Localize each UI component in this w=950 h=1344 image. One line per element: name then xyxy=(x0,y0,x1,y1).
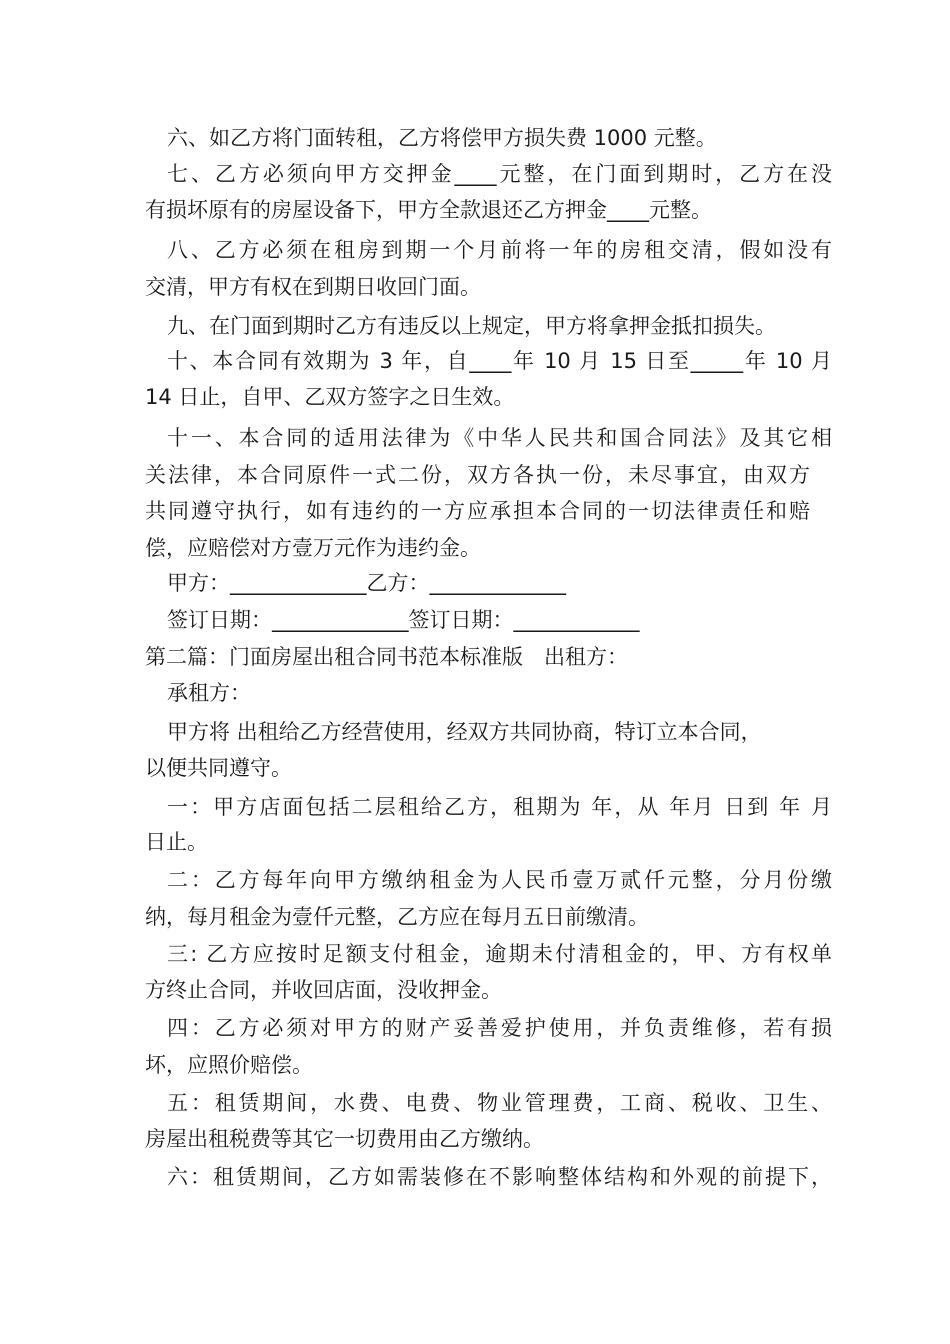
paragraph-line: 十、本合同有效期为 3 年，自____年 10 月 15 日至_____年 10 月 xyxy=(167,349,832,373)
section-heading: 第二篇：门面房屋出租合同书范本标准版 出租方： xyxy=(145,645,628,669)
paragraph-line: 甲方将 出租给乙方经营使用，经双方共同协商，特订立本合同， xyxy=(167,720,762,744)
paragraph-line: 承租方： xyxy=(167,681,251,705)
paragraph-line: 有损坏原有的房屋设备下，甲方全款退还乙方押金____元整。 xyxy=(145,198,712,222)
paragraph-line: 14 日止，自甲、乙双方签字之日生效。 xyxy=(145,385,515,409)
paragraph-line: 七、乙方必须向甲方交押金____元整，在门面到期时，乙方在没 xyxy=(167,162,832,186)
paragraph-line: 五：租赁期间，水费、电费、物业管理费，工商、税收、卫生、 xyxy=(167,1091,832,1115)
paragraph-line: 坏，应照价赔偿。 xyxy=(145,1053,313,1077)
paragraph-line: 二：乙方每年向甲方缴纳租金为人民币壹万贰仟元整，分月份缴 xyxy=(167,868,832,892)
paragraph-line: 四：乙方必须对甲方的财产妥善爱护使用，并负责维修，若有损 xyxy=(167,1016,832,1040)
paragraph-line: 以便共同遵守。 xyxy=(145,756,292,780)
signature-line-dates: 签订日期：_____________签订日期：____________ xyxy=(167,608,640,632)
paragraph-line: 共同遵守执行，如有违约的一方应承担本合同的一切法律责任和赔 xyxy=(145,499,810,523)
paragraph-line: 房屋出租税费等其它一切费用由乙方缴纳。 xyxy=(145,1127,544,1151)
paragraph-line: 八、乙方必须在租房到期一个月前将一年的房租交清，假如没有 xyxy=(167,238,832,262)
paragraph-line: 六、如乙方将门面转租，乙方将偿甲方损失费 1000 元整。 xyxy=(167,126,717,150)
paragraph-line: 日止。 xyxy=(145,830,208,854)
paragraph-line: 三: 乙方应按时足额支付租金，逾期未付清租金的，甲、方有权单 xyxy=(167,942,832,966)
paragraph-line: 偿，应赔偿对方壹万元作为违约金。 xyxy=(145,536,481,560)
paragraph-line: 交清，甲方有权在到期日收回门面。 xyxy=(145,275,481,299)
signature-line-parties: 甲方：_____________乙方：_____________ xyxy=(167,571,566,595)
paragraph-line: 九、在门面到期时乙方有违反以上规定，甲方将拿押金抵扣损失。 xyxy=(167,314,776,338)
paragraph-line: 方终止合同，并收回店面，没收押金。 xyxy=(145,978,502,1002)
paragraph-line: 十一、本合同的适用法律为《中华人民共和国合同法》及其它相 xyxy=(167,426,832,450)
paragraph-line: 一：甲方店面包括二层租给乙方，租期为 年，从 年月 日到 年 月 xyxy=(167,795,832,819)
paragraph-line: 六：租赁期间，乙方如需装修在不影响整体结构和外观的前提下， xyxy=(167,1165,832,1189)
paragraph-line: 纳，每月租金为壹仟元整，乙方应在每月五日前缴清。 xyxy=(145,905,649,929)
paragraph-line: 关法律，本合同原件一式二份，双方各执一份，未尽事宜，由双方 xyxy=(145,463,810,487)
